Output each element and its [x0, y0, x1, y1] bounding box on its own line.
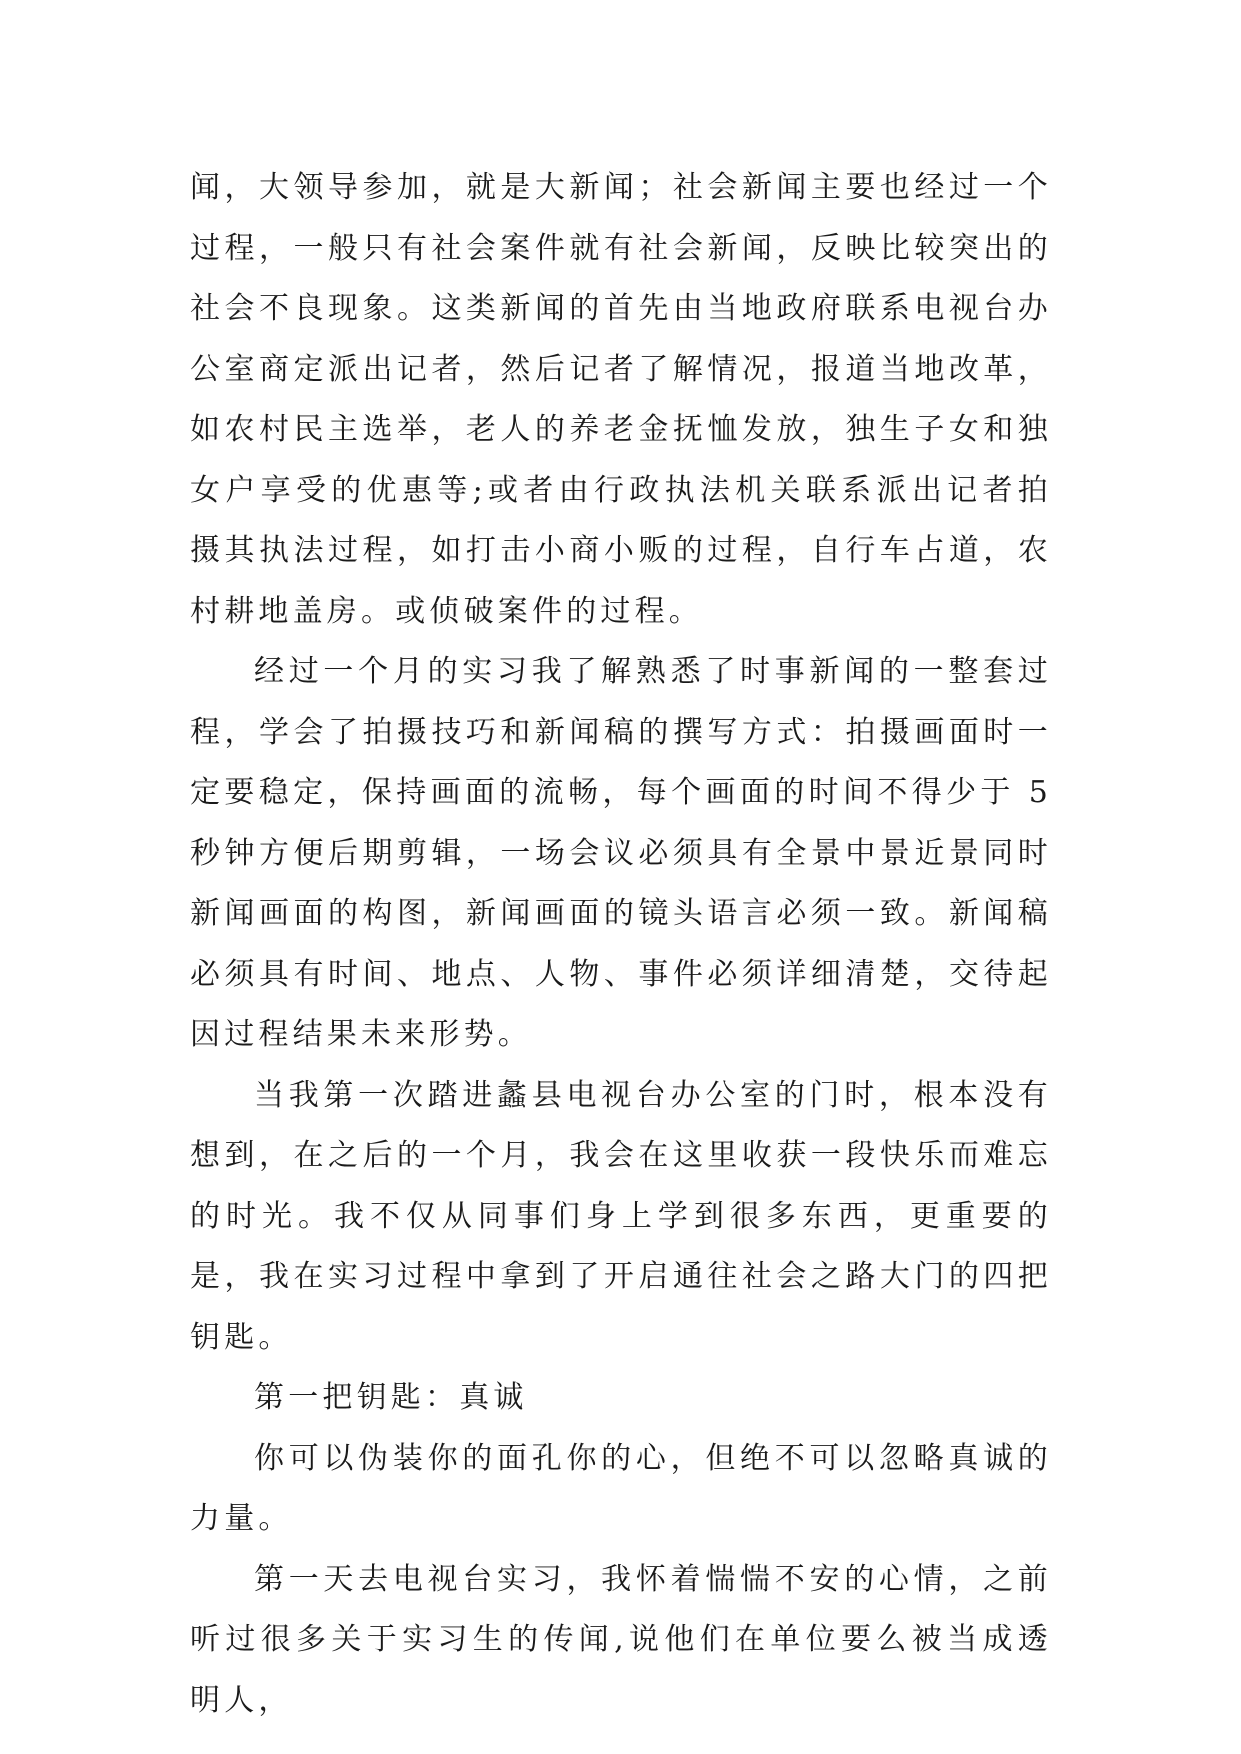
section-heading: 第一把钥匙：真诚: [254, 1380, 528, 1415]
paragraph: 经过一个月的实习我了解熟悉了时事新闻的一整套过程，学会了拍摄技巧和新闻稿的撰写方式：拍摄画面时一定要稳定，保持画面的流畅，每个画面的时间不得少于 5 秒钟方便后期剪辑，一场会议必须具有全景中景近景同时新闻画面的构图，新闻画面的镜头语言必须一致。新闻稿必须具有时间、地点、人物、事件必须详细清楚，交待起因过程结果未来形势。: [190, 654, 1052, 1052]
paragraph: 闻，大领导参加，就是大新闻；社会新闻主要也经过一个过程，一般只有社会案件就有社会新闻，反映比较突出的社会不良现象。这类新闻的首先由当地政府联系电视台办公室商定派出记者，然后记者了解情况，报道当地改革，如农村民主选举，老人的养老金抚恤发放，独生子女和独女户享受的优惠等;或者由行政执法机关联系派出记者拍摄其执法过程，如打击小商小贩的过程，自行车占道，农村耕地盖房。或侦破案件的过程。: [190, 170, 1052, 629]
paragraph: 你可以伪装你的面孔你的心，但绝不可以忽略真诚的力量。: [190, 1440, 1052, 1536]
paragraph: 第一天去电视台实习，我怀着惴惴不安的心情，之前听过很多关于实习生的传闻,说他们在单位要么被当成透明人，: [190, 1561, 1052, 1718]
paragraph: 当我第一次踏进蠡县电视台办公室的门时，根本没有想到，在之后的一个月，我会在这里收获一段快乐而难忘的时光。我不仅从同事们身上学到很多东西，更重要的是，我在实习过程中拿到了开启通往社会之路大门的四把钥匙。: [190, 1077, 1052, 1355]
body-text: [190, 158, 1052, 1731]
